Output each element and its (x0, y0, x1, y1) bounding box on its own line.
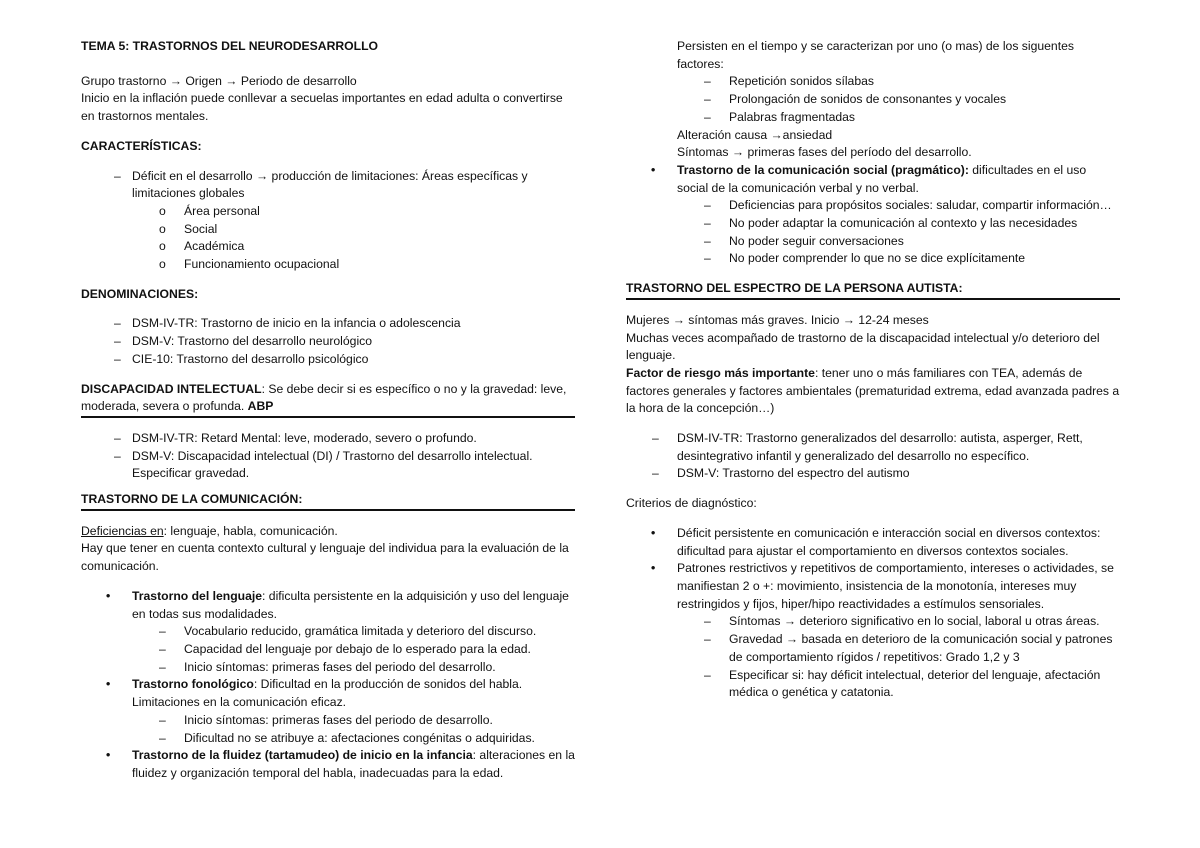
discapacidad-paragraph (81, 381, 575, 418)
contexto-line: Hay que tener en cuenta contexto cultural y lenguaje del individua para la evaluación de la comunicación. (81, 541, 569, 574)
riesgo-text: : tener uno o más familiares con TEA, además de factores generales y factores ambientales (prematuridad extrema, edad avanzada padres a la hora de la concepción…) (626, 365, 1120, 416)
caracteristicas-item: – Déficit en el desarrollo → producción de limitaciones: Áreas específicas y limitaciones globales (81, 168, 575, 203)
social-text: dificultades en el uso social de la comunicación verbal y no verbal. (677, 162, 1087, 195)
lenguaje-item: – Capacidad del lenguaje por debajo de lo esperado para la edad. (81, 641, 575, 659)
lenguaje-bullet (81, 588, 575, 623)
denominacion-item: – CIE-10: Trastorno del desarrollo psicológico (81, 351, 575, 369)
fonologico-label: Trastorno fonológico (132, 677, 254, 692)
criterio-sub-item: – Especificar si: hay déficit intelectual, deterior del lenguaje, afectación médica o genética y catatonia. (626, 667, 1120, 702)
social-item: – No poder seguir conversaciones (626, 233, 1120, 251)
fluidez-item: – Palabras fragmentadas (626, 109, 1120, 127)
criterios-line: Criterios de diagnóstico: (626, 496, 757, 511)
left-column (81, 38, 575, 783)
area-item: o Área personal (81, 203, 575, 221)
denominacion-item: – DSM-V: Trastorno del desarrollo neurológico (81, 333, 575, 351)
fonologico-item: – Inicio síntomas: primeras fases del periodo de desarrollo. (81, 712, 575, 730)
autista-line-1: Mujeres → síntomas más graves. Inicio → 12-24 meses (626, 312, 929, 327)
comunicacion-heading: TRASTORNO DE LA COMUNICACIÓN: (81, 491, 575, 511)
fonologico-bullet (81, 676, 575, 711)
autista-heading: TRASTORNO DEL ESPECTRO DE LA PERSONA AUTISTA: (626, 280, 1120, 300)
criterio-bullet: • Déficit persistente en comunicación e interacción social en diversos contextos: dificultad para ajustar el comportamiento en diversos contextos sociales. (626, 525, 1120, 560)
deficiencias-text: : lenguaje, habla, comunicación. (163, 523, 338, 538)
intro-line-2: Inicio en la inflación puede conllevar a secuelas importantes en edad adulta o convertirse en trastornos mentales. (81, 91, 563, 124)
social-item: – Deficiencias para propósitos sociales: saludar, compartir información… (626, 197, 1120, 215)
right-column (626, 38, 1120, 702)
sintomas-line: Síntomas → primeras fases del período del desarrollo. (677, 145, 972, 160)
denominaciones-heading: DENOMINACIONES: (81, 286, 199, 301)
abp-label: ABP (247, 399, 274, 414)
fluidez-item: – Prolongación de sonidos de consonantes y vocales (626, 91, 1120, 109)
fluidez-text: : alteraciones en la fluidez y organización temporal del habla, inadecuadas para la edad. (132, 748, 575, 780)
area-item: o Social (81, 221, 575, 239)
autista-item: – DSM-IV-TR: Trastorno generalizados del desarrollo: autista, asperger, Rett, desintegrativo infantil y generalizado del desarrollo no específico. (626, 430, 1120, 465)
social-item: – No poder comprender lo que no se dice explícitamente (626, 250, 1120, 268)
fluidez-bullet (81, 747, 575, 782)
fonologico-text: : Dificultad en la producción de sonidos del habla. Limitaciones en la comunicación eficaz. (132, 677, 523, 710)
lenguaje-text: : dificulta persistente en la adquisición y uso del lenguaje en todas sus modalidades. (132, 588, 569, 621)
autista-line-2: Muchas veces acompañado de trastorno de la discapacidad intelectual y/o deterioro del lenguaje. (626, 330, 1100, 363)
lenguaje-item: – Vocabulario reducido, gramática limitada y deterioro del discurso. (81, 623, 575, 641)
fluidez-label: Trastorno de la fluidez (tartamudeo) de inicio en la infancia (132, 748, 473, 763)
criterio-sub-item: – Síntomas → deterioro significativo en lo social, laboral u otras áreas. (626, 613, 1120, 631)
intro-line-1: Grupo trastorno → Origen → Periodo de desarrollo (81, 73, 357, 88)
page-title: TEMA 5: TRASTORNOS DEL NEURODESARROLLO (81, 39, 379, 53)
fluidez-continuation: Persisten en el tiempo y se caracterizan por uno (o mas) de los siguentes factores: (677, 39, 1074, 71)
lenguaje-label: Trastorno del lenguaje (132, 588, 263, 603)
area-item: o Académica (81, 238, 575, 256)
discapacidad-heading: DISCAPACIDAD INTELECTUAL (81, 381, 262, 396)
riesgo-paragraph (626, 365, 1120, 418)
social-bullet (626, 162, 1120, 197)
discapacidad-item: – DSM-V: Discapacidad intelectual (DI) / Trastorno del desarrollo intelectual. Especificar gravedad. (81, 448, 575, 483)
social-label: Trastorno de la comunicación social (pragmático): (677, 162, 969, 177)
criterio-bullet: • Patrones restrictivos y repetitivos de comportamiento, intereses o actividades, se manifiestan 2 o +: movimiento, insistencia de la monotonía, intereses muy restringidos y fijos, hiper/hipo reactividades a estímulos sensoriales. (626, 560, 1120, 613)
deficiencias-label: Deficiencias en (81, 523, 164, 538)
riesgo-label: Factor de riesgo más importante (626, 365, 815, 380)
discapacidad-item: – DSM-IV-TR: Retard Mental: leve, moderado, severo o profundo. (81, 430, 575, 448)
area-item: o Funcionamiento ocupacional (81, 256, 575, 274)
caracteristicas-heading: CARACTERÍSTICAS: (81, 138, 202, 153)
fonologico-item: – Dificultad no se atribuye a: afectaciones congénitas o adquiridas. (81, 730, 575, 748)
discapacidad-text: : Se debe decir si es específico o no y la gravedad: leve, moderada, severa o profunda. (81, 381, 567, 414)
social-item: – No poder adaptar la comunicación al contexto y las necesidades (626, 215, 1120, 233)
fluidez-item: – Repetición sonidos sílabas (626, 73, 1120, 91)
autista-item: – DSM-V: Trastorno del espectro del autismo (626, 465, 1120, 483)
denominacion-item: – DSM-IV-TR: Trastorno de inicio en la infancia o adolescencia (81, 315, 575, 333)
deficiencias-line (81, 523, 575, 541)
alteracion-line: Alteración causa →ansiedad (677, 127, 833, 142)
lenguaje-item: – Inicio síntomas: primeras fases del periodo del desarrollo. (81, 659, 575, 677)
criterio-sub-item: – Gravedad → basada en deterioro de la comunicación social y patrones de comportamiento rígidos / repetitivos: Grado 1,2 y 3 (626, 631, 1120, 666)
